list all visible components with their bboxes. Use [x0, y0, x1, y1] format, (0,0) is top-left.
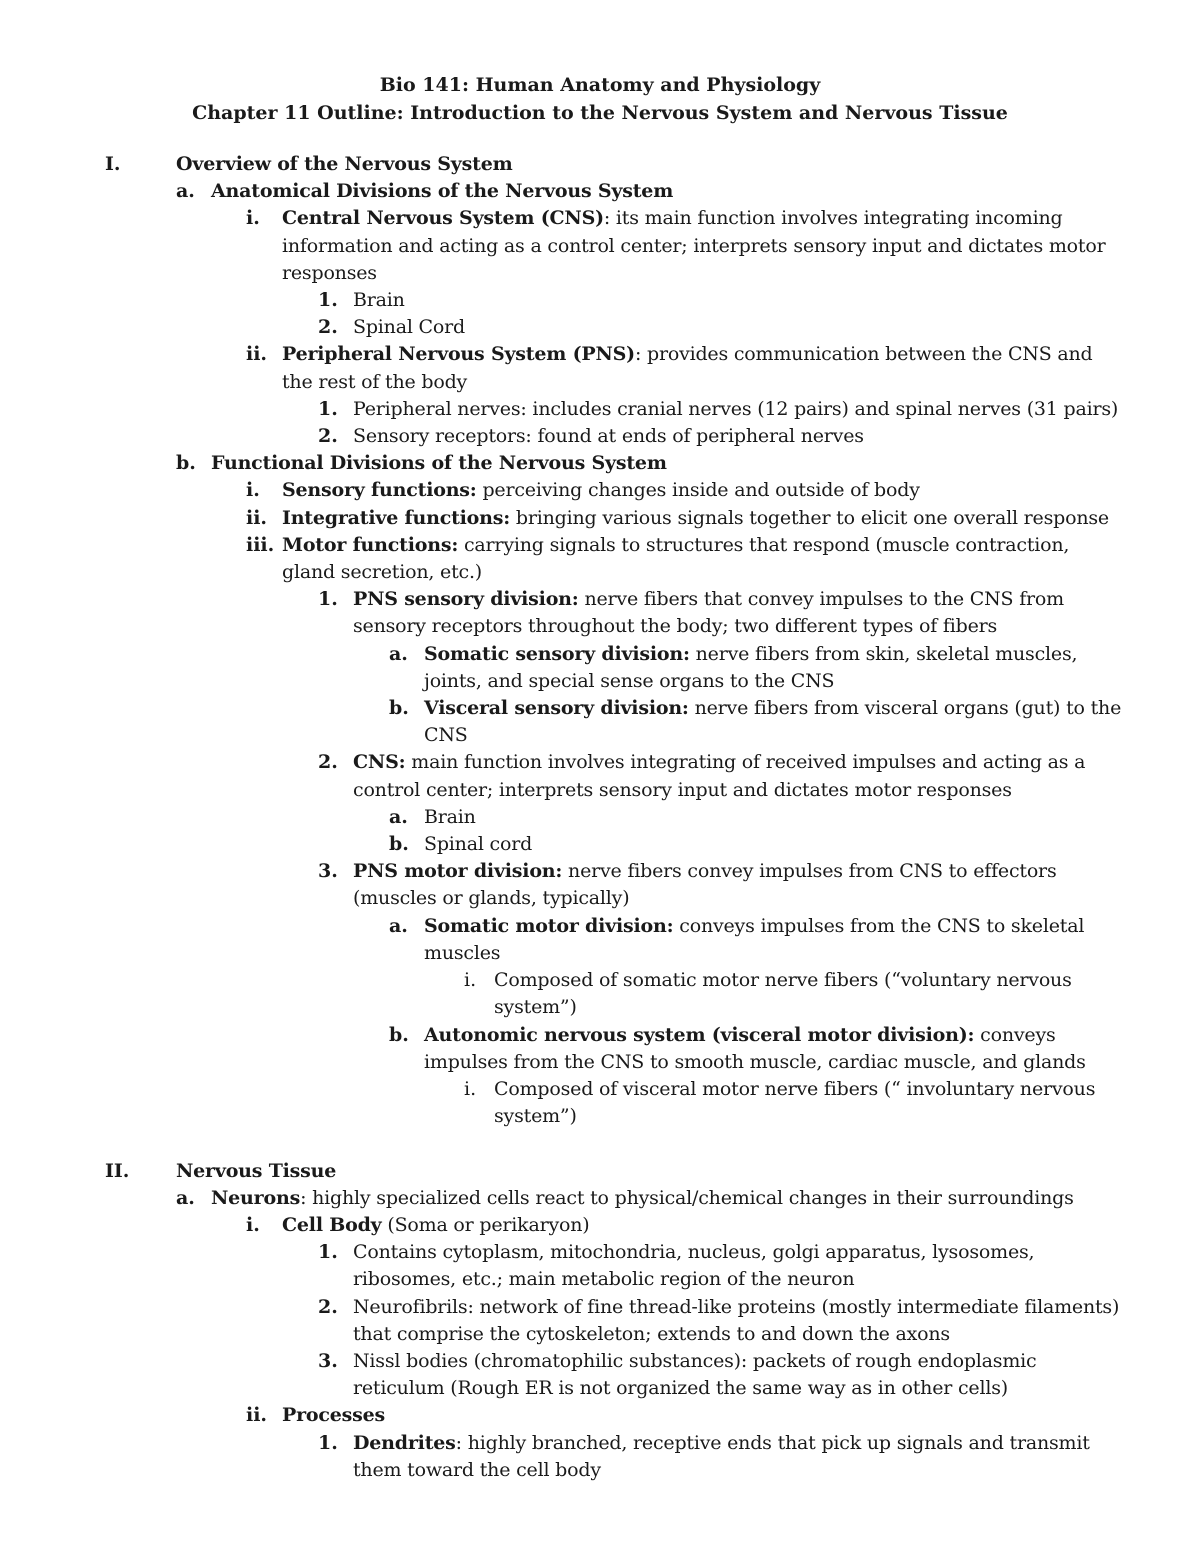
outline-term: PNS motor division: [353, 860, 563, 883]
outline-item [0, 749, 1200, 803]
outline-marker: b. [176, 452, 196, 475]
outline-marker: a. [176, 1186, 195, 1209]
outline-item [0, 1158, 1200, 1185]
outline-marker: i. [246, 207, 260, 230]
outline-term: Somatic sensory division: [424, 642, 690, 665]
outline-description: Brain [353, 289, 405, 312]
outline-term: Cell Body [282, 1213, 382, 1236]
outline-item [0, 1402, 1200, 1429]
outline-term: Central Nervous System (CNS) [282, 207, 604, 230]
outline-marker: II. [105, 1159, 130, 1182]
outline-item [0, 505, 1200, 532]
chapter-title: Chapter 11 Outline: Introduction to the Nervous System and Nervous Tissue [192, 102, 1008, 124]
outline-term: Processes [282, 1404, 386, 1427]
outline-description: : highly branched, receptive ends that pick up signals and transmit them toward the cell body [353, 1431, 1090, 1481]
outline-marker: 1. [318, 1431, 338, 1454]
outline-marker: 2. [318, 751, 338, 774]
outline-text [494, 967, 1120, 1021]
outline-term: Anatomical Divisions of the Nervous System [211, 180, 674, 203]
outline-description: Sensory receptors: found at ends of peripheral nerves [353, 425, 864, 448]
outline-marker: ii. [246, 343, 268, 366]
outline-description: Nissl bodies (chromatophilic substances): packets of rough endoplasmic reticulum (Rough ER is not organized the same way as in other cells) [353, 1349, 1037, 1400]
outline-marker: 3. [318, 860, 338, 883]
outline-text [282, 1402, 1120, 1429]
outline-text [424, 831, 1126, 858]
outline-marker: 1. [318, 397, 338, 420]
outline-item [0, 641, 1200, 695]
outline-item [0, 178, 1200, 205]
outline-description: Composed of somatic motor nerve fibers (“voluntary nervous system”) [494, 969, 1072, 1019]
outline-text [424, 695, 1126, 749]
outline-term: Visceral sensory division: [424, 697, 689, 720]
outline-item [0, 1430, 1200, 1484]
outline-description: : its main function involves integrating incoming information and acting as a control center; interprets sensory input and dictates motor responses [282, 207, 1106, 284]
outline-marker: a. [389, 642, 408, 665]
outline-term: Autonomic nervous system (visceral motor division): [424, 1023, 975, 1046]
outline-text [353, 423, 1124, 450]
outline-description: nerve fibers that convey impulses to the CNS from sensory receptors throughout the body; two different types of fibers [353, 588, 1064, 638]
outline-description: : highly specialized cells react to physical/chemical changes in their surroundings [300, 1186, 1074, 1209]
outline-text [282, 477, 1120, 504]
outline-text [353, 1348, 1124, 1402]
outline-marker: 1. [318, 1241, 338, 1264]
outline-marker: I. [105, 153, 121, 175]
outline-term: Motor functions: [282, 533, 459, 556]
outline-text [353, 586, 1124, 640]
outline-marker: ii. [246, 1404, 268, 1427]
outline-term: PNS sensory division: [353, 588, 579, 611]
outline-marker: 1. [318, 289, 338, 312]
outline-item [0, 913, 1200, 967]
outline-text [353, 1430, 1124, 1484]
outline-marker: 2. [318, 316, 338, 339]
outline-marker: 2. [318, 1295, 338, 1318]
outline-item [0, 1239, 1200, 1293]
outline-term: Functional Divisions of the Nervous System [211, 452, 667, 475]
outline-text [353, 1294, 1124, 1348]
outline-text [424, 1022, 1126, 1076]
outline-item [0, 287, 1200, 314]
outline-item [0, 341, 1200, 395]
outline-marker: 2. [318, 425, 338, 448]
outline-text [176, 151, 1120, 178]
outline-marker: i. [246, 479, 260, 502]
outline-item [0, 532, 1200, 586]
outline [0, 151, 1200, 1484]
outline-description: : provides communication between the CNS and the rest of the body [282, 343, 1093, 393]
outline-text [211, 178, 1120, 205]
outline-item [0, 205, 1200, 287]
outline-description: main function involves integrating of received impulses and acting as a control center; interprets sensory input and dictates motor responses [353, 751, 1086, 801]
outline-marker: 1. [318, 588, 338, 611]
outline-item [0, 858, 1200, 912]
outline-text [424, 641, 1126, 695]
outline-description: (Soma or perikaryon) [381, 1213, 590, 1236]
outline-marker: b. [389, 697, 409, 720]
outline-text [353, 314, 1124, 341]
outline-item [0, 423, 1200, 450]
outline-term: Dendrites [353, 1431, 456, 1454]
outline-text [282, 1212, 1120, 1239]
outline-text [424, 804, 1126, 831]
outline-text [282, 532, 1120, 586]
outline-item [0, 151, 1200, 178]
outline-description: Spinal cord [424, 833, 533, 856]
outline-marker: i. [464, 1077, 477, 1100]
outline-item [0, 1076, 1200, 1130]
outline-item [0, 1022, 1200, 1076]
outline-description: Contains cytoplasm, mitochondria, nucleus, golgi apparatus, lysosomes, ribosomes, etc.; main metabolic region of the neuron [353, 1241, 1035, 1291]
outline-item [0, 1294, 1200, 1348]
outline-description: Composed of visceral motor nerve fibers (“ involuntary nervous system”) [494, 1077, 1096, 1128]
outline-marker: a. [389, 914, 408, 937]
course-title: Bio 141: Human Anatomy and Physiology [379, 74, 821, 96]
outline-text [176, 1158, 1120, 1185]
outline-item [0, 1348, 1200, 1402]
outline-text [353, 396, 1124, 423]
outline-item [0, 586, 1200, 640]
outline-description: conveys impulses from the CNS to smooth muscle, cardiac muscle, and glands [424, 1023, 1086, 1073]
outline-text [282, 205, 1120, 287]
outline-text [353, 287, 1124, 314]
outline-item [0, 477, 1200, 504]
outline-marker: b. [389, 1023, 409, 1046]
outline-term: Peripheral Nervous System (PNS) [282, 343, 635, 366]
outline-marker: a. [176, 180, 195, 203]
outline-term: Overview of the Nervous System [176, 153, 513, 175]
outline-term: Nervous Tissue [176, 1159, 337, 1182]
outline-marker: a. [389, 805, 408, 828]
outline-term: Integrative functions: [282, 506, 511, 529]
outline-item [0, 450, 1200, 477]
outline-description: perceiving changes inside and outside of body [476, 479, 920, 502]
outline-text [211, 1185, 1120, 1212]
outline-term: Neurons [211, 1186, 301, 1209]
document-header [0, 71, 1200, 127]
outline-text [353, 858, 1124, 912]
outline-marker: ii. [246, 506, 268, 529]
outline-item [0, 1185, 1200, 1212]
outline-description: nerve fibers convey impulses from CNS to effectors (muscles or glands, typically) [353, 860, 1057, 910]
outline-term: Somatic motor division: [424, 914, 674, 937]
outline-item [0, 804, 1200, 831]
outline-description: nerve fibers from visceral organs (gut) to the CNS [424, 697, 1122, 747]
outline-item [0, 967, 1200, 1021]
outline-description: nerve fibers from skin, skeletal muscles, joints, and special sense organs to the CNS [424, 642, 1078, 692]
outline-text [211, 450, 1120, 477]
outline-item [0, 314, 1200, 341]
outline-text [282, 505, 1120, 532]
outline-description: Neurofibrils: network of fine thread-like proteins (mostly intermediate filaments) that comprise the cytoskeleton; extends to and down the axons [353, 1295, 1120, 1345]
outline-text [494, 1076, 1120, 1130]
outline-item [0, 831, 1200, 858]
outline-description: conveys impulses from the CNS to skeletal muscles [424, 914, 1085, 964]
outline-marker: i. [464, 969, 477, 992]
outline-text [353, 1239, 1124, 1293]
outline-marker: iii. [246, 533, 275, 556]
outline-description: bringing various signals together to elicit one overall response [510, 506, 1109, 529]
outline-marker: 3. [318, 1349, 338, 1372]
outline-item [0, 695, 1200, 749]
outline-description: Spinal Cord [353, 316, 465, 339]
outline-description: Peripheral nerves: includes cranial nerves (12 pairs) and spinal nerves (31 pairs) [353, 397, 1119, 420]
outline-description: Brain [424, 805, 476, 828]
outline-term: CNS: [353, 751, 406, 774]
blank-line [0, 1130, 1200, 1157]
outline-term: Sensory functions: [282, 479, 477, 502]
outline-marker: b. [389, 833, 409, 856]
outline-text [353, 749, 1124, 803]
outline-item [0, 1212, 1200, 1239]
outline-description: carrying signals to structures that respond (muscle contraction, gland secretion, etc.) [282, 533, 1070, 584]
outline-text [282, 341, 1120, 395]
outline-text [424, 913, 1126, 967]
outline-item [0, 396, 1200, 423]
outline-marker: i. [246, 1213, 260, 1236]
